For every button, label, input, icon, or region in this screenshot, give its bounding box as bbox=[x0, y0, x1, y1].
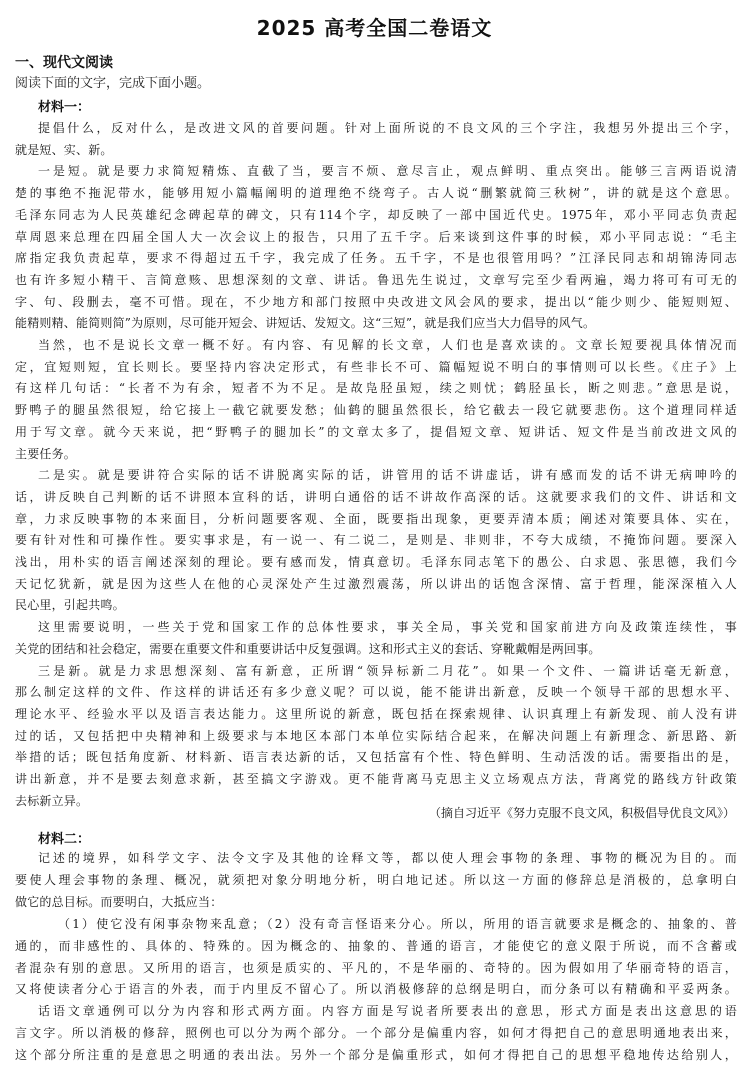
paragraph-line: 话，讲反映自己判断的话不讲照本宣科的话，讲明白通俗的话不讲故作高深的话。这就要求我们的文件、讲话和文 bbox=[15, 489, 737, 504]
paragraph-line: 去标新立异。 bbox=[15, 793, 89, 808]
paragraph-line: 草周恩来总理在四届全国人大一次会议上的报告，只用了五千字。后来谈到这件事的时候，邓小平同志说：“毛主 bbox=[15, 229, 737, 244]
paragraph-line: 这里需要说明，一些关于党和国家工作的总体性要求，事关全局，事关党和国家前进方向及政策连续性，事 bbox=[38, 620, 737, 635]
material1-heading: 材料一： bbox=[38, 100, 91, 115]
paragraph-line: 野鸭子的腿虽然很短，给它接上一截它就要发愁；仙鹤的腿虽然很长，给它截去一段它就要悲伤。这个道理同样适 bbox=[15, 403, 737, 418]
paragraph-line: 有这样几句话：“长者不为有余，短者不为不足。是故凫胫虽短，续之则忧；鹤胫虽长，断之则悲。”意思是说， bbox=[15, 381, 737, 396]
paragraph-line: 定，宜短则短，宜长则长。要坚持内容决定形式，有些非长不可、篇幅短说不明白的事情则可以长些。《庄子》上 bbox=[15, 359, 737, 374]
material2-heading: 材料二： bbox=[38, 832, 91, 847]
paragraph-line: 那么制定这样的文件、作这样的讲话还有多少意义呢？可以说，能不能讲出新意，反映一个领导干部的思想水平、 bbox=[15, 685, 737, 700]
paragraph-line: 二是实。就是要讲符合实际的话不讲脱离实际的话，讲管用的话不讲虚话，讲有感而发的话不讲无病呻吟的 bbox=[38, 468, 737, 483]
paragraph-line: 提倡什么，反对什么，是改进文风的首要问题。针对上面所说的不良文风的三个字注，我想另外提出三个字， bbox=[38, 121, 737, 135]
paragraph-line: 能精则精、能简则简”为原则，尽可能开短会、讲短话、发短文。这“三短”，就是我们应当大力倡导的风气。 bbox=[15, 316, 596, 331]
paragraph-line: 浅出，用朴实的语言阐述深刻的理论。要有感而发，情真意切。毛泽东同志笔下的愚公、白求恩、张思德，我们今 bbox=[15, 555, 737, 569]
paragraph-line: 民心里，引起共鸣。 bbox=[15, 598, 125, 613]
paragraph-line: 一是短。就是要力求简短精炼、直截了当，要言不烦、意尽言止，观点鲜明、重点突出。能够三言两语说清 bbox=[38, 164, 737, 179]
paragraph-line: 要有针对性和可操作性。要实事求是，有一说一、有二说二，是则是、非则非，不夸大成绩，不掩饰问题。要深入 bbox=[15, 533, 737, 548]
paragraph-line: 楚的事绝不拖泥带水，能够用短小篇幅阐明的道理绝不绕弯子。古人说“删繁就简三秋树”，讲的就是这个意思。 bbox=[15, 186, 737, 201]
paragraph-line: 讲出新意，并不是要去刻意求新，甚至搞文字游戏。更不能背离马克思主义立场观点方法，背离党的路线方针政策 bbox=[15, 772, 737, 786]
paragraph-line: 就是短、实、新。 bbox=[15, 142, 113, 157]
paragraph-line: 席指定我负责起草，要求不得超过五千字，我完成了任务。五千字，不是也很管用吗？”江泽民同志和胡锦涛同志 bbox=[15, 251, 737, 266]
paragraph-line: 当然，也不是说长文章一概不好。有内容、有见解的长文章，人们也是喜欢读的。文章长短要视具体情况而 bbox=[38, 338, 737, 352]
paragraph-line: 用于写文章。就今天来说，把“野鸭子的腿加长”的文章太多了，提倡短文章、短讲话、短文件是当前改进文风的 bbox=[15, 424, 737, 439]
paragraph-line: 字、句、段删去，毫不可惜。现在，不少地方和部门按照中央改进文风会风的要求，提出以“能少则少、能短则短、 bbox=[15, 294, 737, 309]
paragraph-line: 理论水平、经验水平以及语言表达能力。这里所说的新意，既包括在探索规律、认识真理上有新发现、前人没有讲 bbox=[15, 706, 737, 721]
paragraph-line: 举措的话；既包括角度新、材料新、语言表达新的话，又包括富有个性、特色鲜明、生动活泼的话。需要指出的是， bbox=[15, 750, 737, 765]
paragraph-line: 章，力求反映事物的本来面目，分析问题要客观、全面，既要指出现象，更要弄清本质；阐述对策要具体、实在， bbox=[15, 511, 737, 526]
paragraph-line: 又将使读者分心于语言的外表，而于内里反不留心了。所以消极修辞的总纲是明白，而分条可以有精确和平妥两条。 bbox=[15, 982, 737, 997]
paragraph-line: （1）使它没有闲事杂物来乱意；（2）没有奇言怪语来分心。所以，所用的语言就要求是概念的、抽象的、普 bbox=[58, 916, 737, 931]
paragraph-line: 也有许多短小精干、言简意赅、思想深刻的文章、讲话。鲁迅先生说过，文章写完至少看两遍，竭力将可有可无的 bbox=[15, 272, 737, 287]
paragraph-line: 主要任务。 bbox=[15, 446, 77, 461]
paragraph-line: 者混杂有别的意思。又所用的语言，也须是质实的、平凡的，不是华丽的、奇特的。因为假如用了华丽奇特的语言， bbox=[15, 960, 737, 975]
paragraph-line: 关党的团结和社会稳定，需要在重要文件和重要讲话中反复强调。这和形式主义的套话、穿靴戴帽是两回事。 bbox=[15, 641, 601, 656]
paragraph-line: 天记忆犹新，就是因为这些人在他的心灵深处产生过激烈震荡，所以讲出的话饱含深情、富于哲理，能深深植入人 bbox=[15, 576, 737, 591]
document-title: 2025 高考全国二卷语文 bbox=[256, 16, 493, 40]
paragraph-line: 这个部分所注重的是意思之明通的表出法。另外一个部分是偏重形式，如何才得把自己的思想平稳地传达给别人， bbox=[15, 1048, 737, 1063]
paragraph-line: 言文字。所以消极的修辞，照例也可以分为两个部分。一个部分是偏重内容，如何才得把自己的意思明通地表出来， bbox=[15, 1026, 737, 1041]
paragraph-line: 要使人理会事物的条理、概况，就须把对象分明地分析，明白地记述。所以这一方面的修辞总是消极的，总拿明白 bbox=[15, 872, 737, 887]
instruction-text: 阅读下面的文字，完成下面小题。 bbox=[15, 76, 211, 91]
paragraph-line: 通的，而非感性的、具体的、特殊的。因为概念的、抽象的、普通的语言，才能使它的意义限于所说，而不含蓄或 bbox=[15, 938, 737, 953]
paragraph-line: 做它的总目标。而要明白，大抵应当： bbox=[15, 894, 223, 909]
paragraph-line: 过的话，又包括把中央精神和上级要求与本地区本部门本单位实际结合起来，在解决问题上有新理念、新思路、新 bbox=[15, 728, 737, 743]
paragraph-line: 记述的境界，如科学文字、法令文字及其他的诠释文等，都以使人理会事物的条理、事物的概况为目的。而 bbox=[38, 851, 737, 865]
paragraph-line: 毛泽东同志为人民英雄纪念碑起草的碑文，只有114个字，却反映了一部中国近代史。1975年，邓小平同志负责起 bbox=[15, 207, 737, 222]
section-heading: 一、现代文阅读 bbox=[15, 55, 113, 71]
paragraph-line: 话语文章通例可以分为内容和形式两方面。内容方面是写说者所要表出的意思，形式方面是表出这意思的语 bbox=[38, 1004, 737, 1019]
material1-source: （摘自习近平《努力克服不良文风，积极倡导优良文风》） bbox=[428, 806, 735, 820]
paragraph-line: 三是新。就是力求思想深刻、富有新意，正所谓“领异标新二月花”。如果一个文件、一篇讲话毫无新意， bbox=[38, 663, 737, 678]
